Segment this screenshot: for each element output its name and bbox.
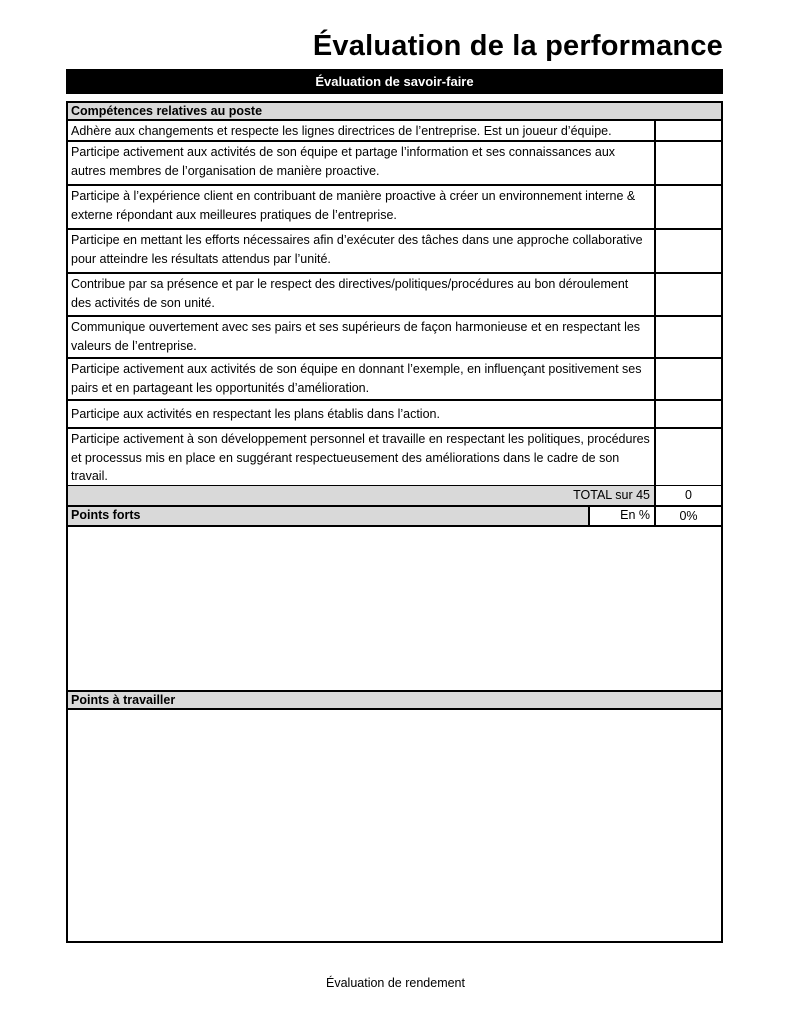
points-a-travailler-header: Points à travailler — [66, 690, 723, 710]
competence-text: Participe aux activités en respectant les plans établis dans l’action. — [68, 401, 656, 427]
competence-score-cell[interactable] — [656, 401, 721, 427]
competence-text: Participe activement aux activités de son équipe en donnant l’exemple, en influençant positivement ses pairs et en partageant les opportunités d’amélioration. — [68, 359, 656, 399]
competence-row — [66, 121, 723, 142]
competence-text: Contribue par sa présence et par le respect des directives/politiques/procédures au bon déroulement des activités de son unité. — [68, 274, 656, 315]
points-a-travailler-area[interactable] — [66, 710, 723, 943]
competence-text: Adhère aux changements et respecte les lignes directrices de l’entreprise. Est un joueur d’équipe. — [68, 121, 656, 140]
competence-score-cell[interactable] — [656, 317, 721, 357]
competence-row — [66, 230, 723, 274]
competence-score-cell[interactable] — [656, 121, 721, 140]
competence-score-cell[interactable] — [656, 186, 721, 228]
percent-label: En % — [590, 507, 656, 525]
competence-text: Participe en mettant les efforts nécessaires afin d’exécuter des tâches dans une approche collaborative pour atteindre les résultats attendus par l’unité. — [68, 230, 656, 272]
competence-row — [66, 142, 723, 186]
competence-score-cell[interactable] — [656, 274, 721, 315]
competences-header: Compétences relatives au poste — [66, 101, 723, 121]
total-label: TOTAL sur 45 — [68, 486, 656, 505]
points-forts-label: Points forts — [68, 507, 590, 525]
competence-row — [66, 317, 723, 359]
section-banner: Évaluation de savoir-faire — [66, 69, 723, 94]
points-forts-header-row — [66, 507, 723, 527]
competence-score-cell[interactable] — [656, 429, 721, 485]
competence-text: Participe activement aux activités de son équipe et partage l’information et ses connaissances aux autres membres de l’organisation de manière proactive. — [68, 142, 656, 184]
competence-score-cell[interactable] — [656, 142, 721, 184]
competence-row — [66, 401, 723, 429]
competence-row — [66, 274, 723, 317]
competence-text: Participe activement à son développement personnel et travaille en respectant les politiques, procédures et processus mis en place en suggérant respectueusement des améliorations dans le cadre de son travail. — [68, 429, 656, 485]
page-title: Évaluation de la performance — [312, 30, 723, 62]
total-value: 0 — [656, 486, 721, 505]
points-forts-area[interactable] — [66, 527, 723, 692]
competence-row — [66, 359, 723, 401]
competence-text: Participe à l’expérience client en contribuant de manière proactive à créer un environnement interne & externe répondant aux meilleures pratiques de l’entreprise. — [68, 186, 656, 228]
percent-value: 0% — [679, 509, 698, 523]
total-row — [66, 486, 723, 507]
competence-row — [66, 186, 723, 230]
competence-score-cell[interactable] — [656, 230, 721, 272]
competence-score-cell[interactable] — [656, 359, 721, 399]
page-footer: Évaluation de rendement — [326, 976, 465, 990]
competence-text: Communique ouvertement avec ses pairs et ses supérieurs de façon harmonieuse et en respectant les valeurs de l’entreprise. — [68, 317, 656, 357]
competence-row — [66, 429, 723, 487]
